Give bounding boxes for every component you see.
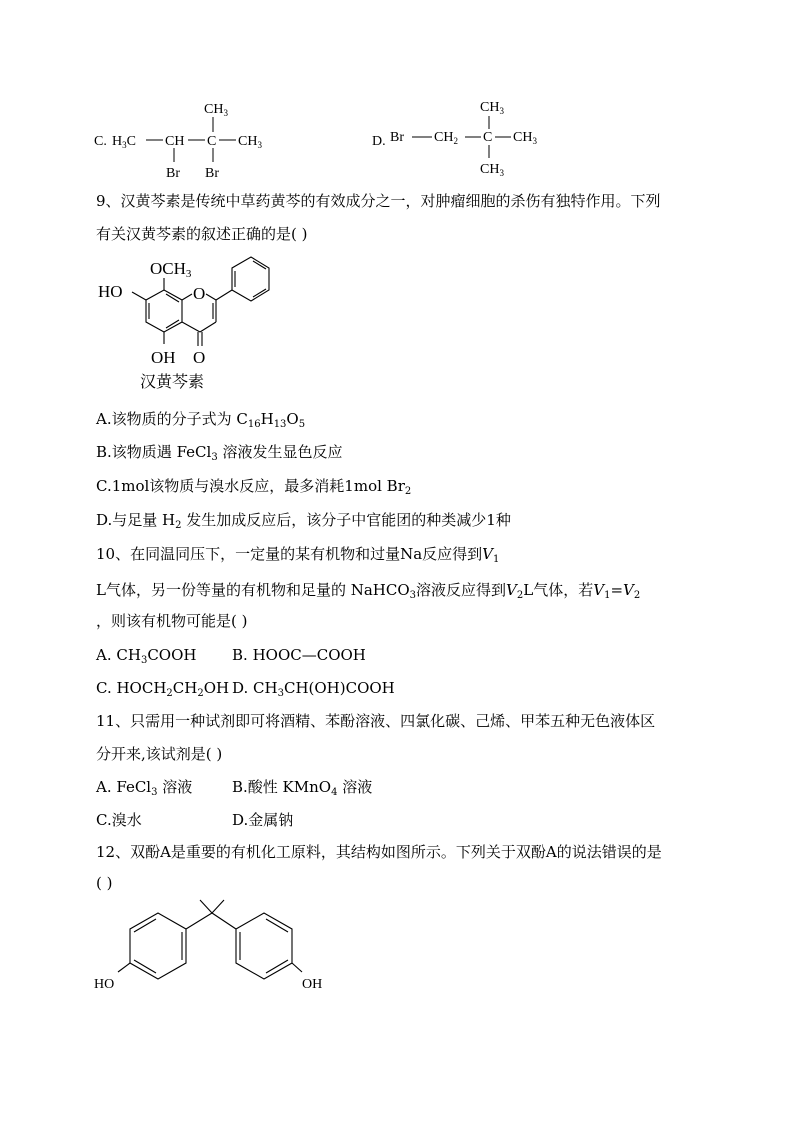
q11-option-a[interactable]: A. FeCl$_3$ 溶液 bbox=[96, 778, 193, 798]
wogonin-och3-label: OCH3 bbox=[150, 259, 192, 280]
option-c-atom: $CH_3$ bbox=[238, 134, 262, 150]
q10-option-c[interactable]: C. $HOCH_2CH_2OH$ bbox=[96, 679, 230, 699]
option-c-atom: Br bbox=[205, 166, 219, 181]
q9-option-d[interactable]: D.与足量 $H_2$ 发生加成反应后，该分子中官能团的种类减少1种 bbox=[96, 511, 511, 531]
q10-stem-line2: L气体，另一份等量的有机物和足量的 NaHCO$_3$溶液反应得到$V_2L$气体，若$V_1=V_2$ bbox=[96, 581, 641, 601]
bisphenol-a-structure bbox=[90, 893, 340, 1003]
q9-option-b[interactable]: B.该物质遇 FeCl$_3$ 溶液发生显色反应 bbox=[96, 443, 343, 463]
wogonin-ho-label: HO bbox=[98, 282, 123, 301]
q11-option-b[interactable]: B.酸性 KMnO$_4$ 溶液 bbox=[232, 778, 373, 798]
q10-option-a[interactable]: A. $CH_3COOH$ bbox=[96, 646, 197, 666]
q11-option-c[interactable]: C.溴水 bbox=[96, 811, 142, 829]
q10-stem-line3: ，则该有机物可能是( ) bbox=[96, 612, 248, 630]
q12-stem-line2: ( ) bbox=[96, 874, 113, 892]
q9-stem-line2: 有关汉黄芩素的叙述正确的是( ) bbox=[96, 225, 308, 243]
bpa-oh-label: OH bbox=[302, 977, 323, 992]
option-d-atom: $CH_3$ bbox=[480, 162, 504, 178]
option-d-atom: $CH_3$ bbox=[513, 130, 537, 146]
option-d-label: D. bbox=[372, 134, 386, 149]
option-c-atom: CH bbox=[165, 134, 185, 149]
bpa-ho-label: HO bbox=[94, 977, 115, 992]
option-c-atom: C bbox=[207, 134, 217, 149]
q9-option-a[interactable]: A.该物质的分子式为 $C_{16}H_{13}O_5$ bbox=[96, 410, 306, 430]
option-c-structure bbox=[90, 92, 300, 182]
q10-option-b[interactable]: B. HOOC—COOH bbox=[232, 646, 366, 664]
option-c-atom: $H_3C$ bbox=[112, 134, 136, 150]
q11-option-d[interactable]: D.金属钠 bbox=[232, 811, 294, 829]
option-c-atom: $CH_3$ bbox=[204, 102, 228, 118]
option-d-atom: $CH_2$ bbox=[434, 130, 458, 146]
wogonin-keto-o-label: O bbox=[193, 348, 206, 367]
wogonin-ring-o-label: O bbox=[193, 284, 206, 303]
q11-stem-line2: 分开来,该试剂是( ) bbox=[96, 745, 223, 763]
option-d-structure bbox=[368, 92, 568, 182]
wogonin-caption: 汉黄芩素 bbox=[140, 374, 205, 391]
option-d-atom: C bbox=[483, 130, 493, 145]
q9-option-c[interactable]: C.1mol该物质与溴水反应，最多消耗1mol $Br_2$ bbox=[96, 477, 412, 497]
option-c-atom: Br bbox=[166, 166, 180, 181]
q10-option-d[interactable]: D. $CH_3CH(OH)COOH$ bbox=[232, 679, 395, 699]
option-d-atom: $CH_3$ bbox=[480, 100, 504, 116]
q12-stem-line1: 12、双酚A是重要的有机化工原料，其结构如图所示。下列关于双酚A的说法错误的是 bbox=[96, 843, 662, 861]
q11-stem-line1: 11、只需用一种试剂即可将酒精、苯酚溶液、四氯化碳、己烯、甲苯五种无色液体区 bbox=[96, 712, 656, 730]
wogonin-structure bbox=[96, 252, 286, 397]
q10-stem-line1: 10、在同温同压下，一定量的某有机物和过量Na反应得到$V_1$ bbox=[96, 545, 500, 565]
q9-stem-line1: 9、汉黄芩素是传统中草药黄芩的有效成分之一，对肿瘤细胞的杀伤有独特作用。下列 bbox=[96, 192, 661, 210]
option-c-label: C. bbox=[94, 134, 107, 149]
option-d-atom: Br bbox=[390, 130, 404, 145]
wogonin-oh-label: OH bbox=[151, 348, 176, 367]
